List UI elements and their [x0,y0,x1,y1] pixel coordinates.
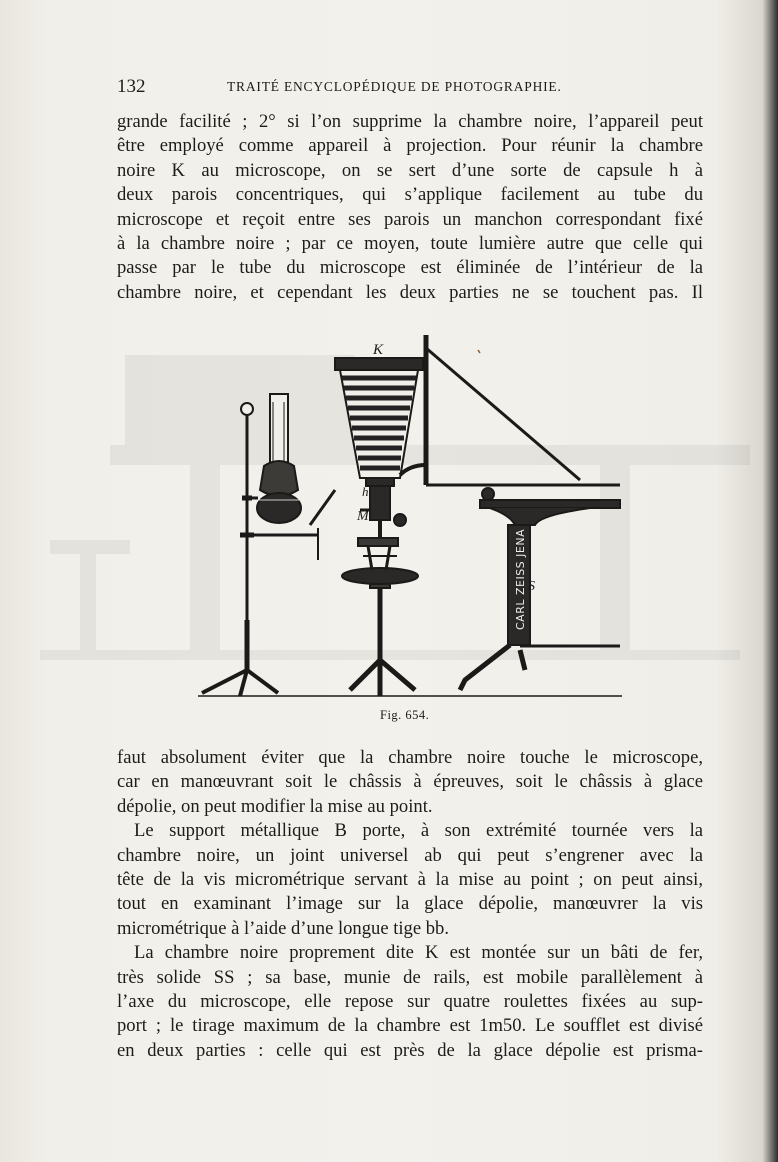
text-line: grande facilité ; 2° si l’on supprime la chambre noire, l’appareil peut [117,111,703,132]
figure-microscope-camera [190,330,630,705]
text-line: dépolie, on peut modifier la mise au point. [117,795,433,817]
page-header [117,76,703,98]
text-line: en deux parties : celle qui est près de la glace dépolie est prisma- [117,1039,703,1061]
lamp-stand-illustration [202,394,335,696]
text-line: microscope et reçoit entre ses parois un manchon correspondant fixé [117,208,703,230]
running-head: TRAITÉ ENCYCLOPÉDIQUE DE PHOTOGRAPHIE. [227,79,562,94]
body-text [117,746,703,1063]
maker-inscription: CARL ZEISS JENA [514,528,527,630]
text-line: noire K au microscope, on se sert d’une sorte de capsule h à [117,159,703,181]
text-line: tout en examinant l’image sur la glace dépolie, manœuvrer la vis [117,893,703,915]
text-line: car en manœuvrant soit le châssis à épreuves, soit le châssis à glace [117,771,703,793]
figure-label-S: S [528,579,535,594]
page-number: 132 [117,76,146,97]
text-line: l’axe du microscope, elle repose sur quatre roulettes fixées au sup- [117,990,703,1012]
paragraph-continued [117,110,703,305]
figure-label-M: M [357,509,369,524]
figure-label-h: h [362,484,369,499]
text-line: à la chambre noire ; par ce moyen, toute lumière autre que celle qui [117,232,703,254]
text-line: chambre noire, et cependant les deux parties ne se touchent pas. Il [117,281,703,303]
text-line: deux parois concentriques, qui s’applique facilement au tube du [117,184,703,206]
iron-frame-illustration [460,488,620,690]
text-line: micrométrique à l’aide d’une longue tige bb. [117,917,449,939]
figure-caption: Fig. 654. [380,708,430,722]
text-line: La chambre noire proprement dite K est montée sur un bâti de fer, [134,942,703,964]
microscope-illustration [342,480,418,696]
text-line: être employé comme appareil à projection. Pour réunir la chambre [117,135,703,157]
text-line: port ; le tirage maximum de la chambre est 1m50. Le soufflet est divisé [117,1015,703,1037]
text-line: passe par le tube du microscope est éliminée de l’intérieur de la [117,257,703,279]
text-line: Le support métallique B porte, à son extrémité tournée vers la [134,820,703,842]
figure-label-K: K [373,342,384,358]
text-line: très solide SS ; sa base, munie de rails, est mobile parallèlement à [117,966,703,988]
text-line: chambre noire, un joint universel ab qui peut s’engrener avec la [117,844,703,866]
text-line: tête de la vis micrométrique servant à la mise au point ; on peut ainsi, [117,868,703,890]
text-line: faut absolument éviter que la chambre noire touche le microscope, [117,747,703,768]
